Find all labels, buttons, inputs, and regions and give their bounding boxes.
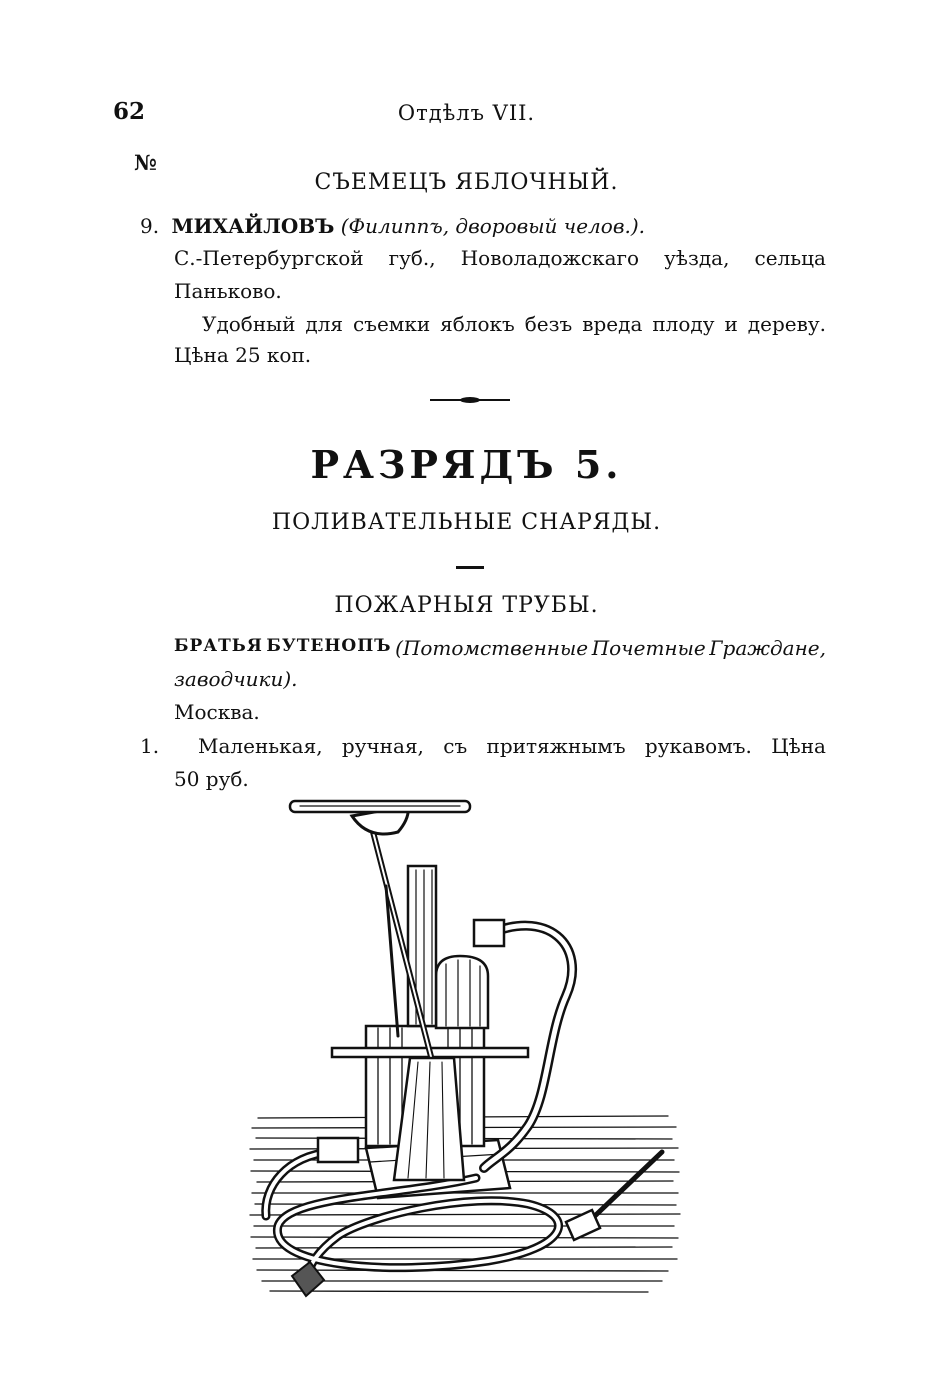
- section-title-apple-picker: СЪЕМЕЦЪ ЯБЛОЧНЫЙ.: [314, 170, 619, 195]
- maker-word: БРАТЬЯ: [174, 636, 263, 656]
- maker-word: Почетные: [591, 636, 706, 660]
- maker-line: [174, 636, 826, 660]
- maker-name: МИХАЙЛОВЪ: [171, 214, 335, 238]
- description-line: [202, 312, 826, 336]
- running-head: Отдѣлъ VII.: [397, 101, 536, 125]
- item-word: притяжнымъ: [486, 734, 626, 758]
- item-price-line: 50 руб.: [174, 767, 249, 791]
- address-word: Новоладожскаго: [460, 246, 640, 270]
- maker-word: БУТЕНОПЪ: [266, 636, 392, 656]
- desc-word: дереву.: [747, 312, 826, 336]
- item-word: съ: [443, 734, 468, 758]
- short-divider: [456, 566, 484, 569]
- address-word: сельца: [754, 246, 826, 270]
- desc-word: и: [724, 312, 738, 336]
- page-number: 62: [113, 98, 146, 125]
- ornamental-divider: [430, 399, 510, 401]
- category-title: РАЗРЯДЪ 5.: [310, 442, 623, 487]
- entry-number: 9.: [140, 214, 160, 238]
- desc-word: Удобный: [202, 312, 296, 336]
- item-word: ручная,: [341, 734, 424, 758]
- desc-word: безъ: [524, 312, 573, 336]
- item-word: рукавомъ.: [644, 734, 752, 758]
- fire-pump-engraving: [248, 796, 684, 1300]
- desc-word: плоду: [652, 312, 715, 336]
- item-line: [198, 734, 826, 758]
- entry-1-number: 1.: [140, 734, 160, 758]
- city-line: Москва.: [174, 700, 260, 724]
- maker-word: Граждане,: [709, 636, 826, 660]
- address-line-2: Паньково.: [174, 279, 282, 303]
- address-word: губ.,: [388, 246, 436, 270]
- category-subtitle: ПОЛИВАТЕЛЬНЫЕ СНАРЯДЫ.: [271, 510, 662, 535]
- desc-word: яблокъ: [440, 312, 515, 336]
- section-title-fire-pumps: ПОЖАРНЫЯ ТРУБЫ.: [334, 593, 599, 618]
- item-word: Маленькая,: [198, 734, 323, 758]
- item-word: Цѣна: [771, 734, 826, 758]
- maker-word: (Потомственные: [395, 636, 589, 660]
- price-line: Цѣна 25 коп.: [174, 343, 312, 367]
- maker-line-2: заводчики).: [174, 667, 298, 691]
- address-word: уѣзда,: [664, 246, 730, 270]
- address-word: С.-Петербургской: [174, 246, 364, 270]
- desc-word: съемки: [353, 312, 431, 336]
- number-sign: №: [134, 150, 157, 175]
- desc-word: для: [305, 312, 344, 336]
- entry-9-line: [140, 214, 645, 238]
- address-line: [174, 246, 826, 270]
- maker-description: (Филиппъ, дворовый челов.).: [340, 214, 645, 238]
- desc-word: вреда: [582, 312, 643, 336]
